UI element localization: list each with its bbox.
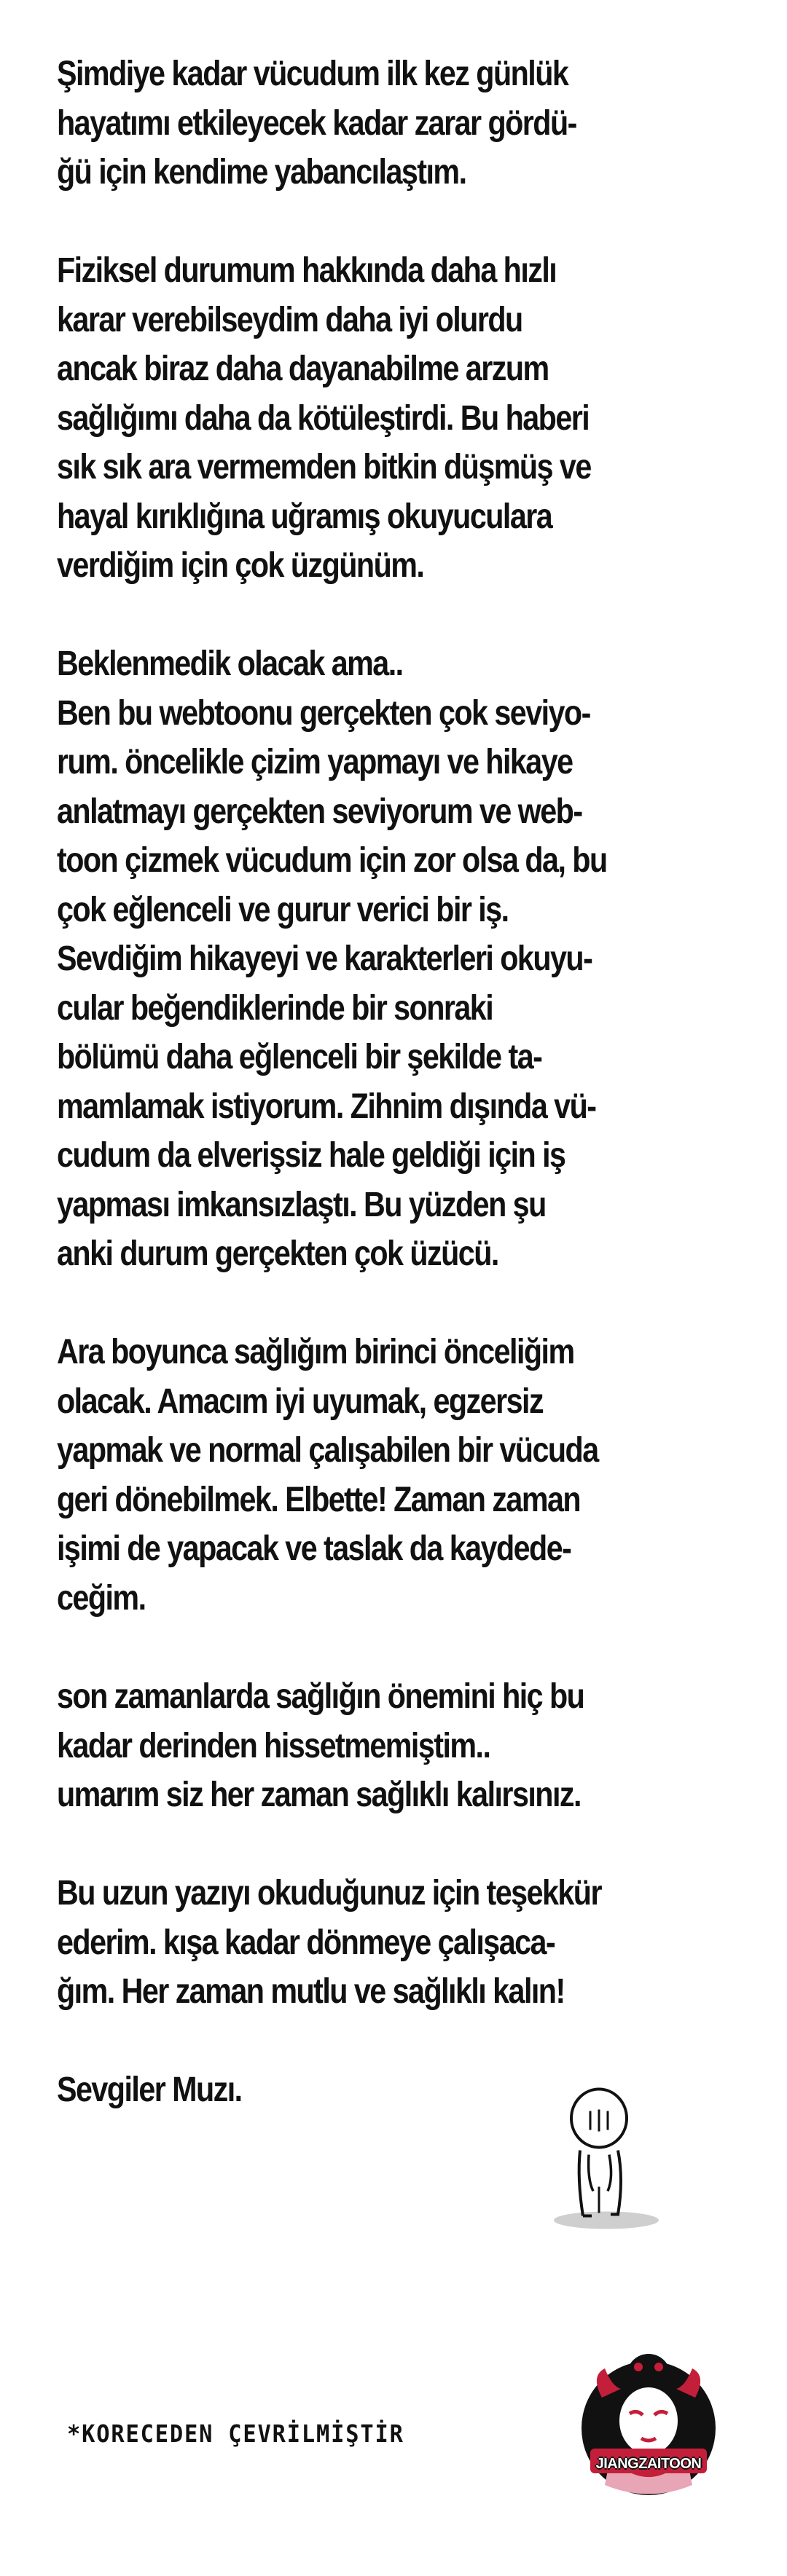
text-line: verdiğim için çok üzgünüm. <box>57 546 424 585</box>
text-line: sağlığımı daha da kötüleştirdi. Bu haberi <box>57 398 590 438</box>
paragraph-love-webtoon <box>57 639 633 1279</box>
text-line: rum. öncelikle çizim yapmayı ve hikaye <box>57 743 573 781</box>
text-line: hayal kırıklığına uğramış okuyuculara <box>57 497 552 536</box>
text-line: umarım siz her zaman sağlıklı kalırsınız. <box>57 1776 581 1814</box>
text-line: karar verebilseydim daha iyi olurdu <box>57 300 522 339</box>
text-line: Ben bu webtoonu gerçekten çok seviyo- <box>57 693 590 733</box>
text-line: ancak biraz daha dayanabilme arzum <box>57 350 549 388</box>
text-line: son zamanlarda sağlığın önemini hiç bu <box>57 1677 584 1716</box>
signature-text: Sevgiler Muzı. <box>57 2071 242 2109</box>
text-line: geri dönebilmek. Elbette! Zaman zaman <box>57 1480 581 1519</box>
text-line: anki durum gerçekten çok üzücü. <box>57 1234 498 1273</box>
jiangzaitoon-logo <box>576 2347 721 2507</box>
text-line: Ara boyunca sağlığım birinci önceliğim <box>57 1333 574 1371</box>
logo-emblem <box>576 2347 721 2507</box>
paragraph-importance-of-health <box>57 1672 633 1820</box>
text-line: Fiziksel durumum hakkında daha hızlı <box>57 251 557 290</box>
text-line: toon çizmek vücudum için zor olsa da, bu <box>57 841 607 880</box>
text-line: olacak. Amacım iyi uyumak, egzersiz <box>57 1382 544 1421</box>
translation-note: *KORECEDEN ÇEVRİLMİŞTİR <box>67 2419 404 2448</box>
text-line: mamlamak istiyorum. Zihnim dışında vü- <box>57 1087 596 1126</box>
text-line: Beklenmedik olacak ama.. <box>57 645 403 683</box>
paragraph-health-priority <box>57 1328 633 1623</box>
text-line: ederim. kışa kadar dönmeye çalışaca- <box>57 1923 555 1962</box>
bowing-character-illustration <box>548 2083 665 2232</box>
shadow <box>554 2212 659 2229</box>
text-line: yapmak ve normal çalışabilen bir vücuda <box>57 1431 598 1470</box>
paragraph-physical-condition <box>57 246 633 591</box>
paragraph-thanks <box>57 1869 633 2017</box>
text-line: ğım. Her zaman mutlu ve sağlıklı kalın! <box>57 1972 565 2011</box>
text-line: cular beğendiklerinde bir sonraki <box>57 988 493 1028</box>
text-line: sık sık ara vermemden bitkin düşmüş ve <box>57 448 591 487</box>
text-line: anlatmayı gerçekten seviyorum ve web- <box>57 792 582 831</box>
text-line: işimi de yapacak ve taslak da kaydede- <box>57 1529 571 1568</box>
text-line: Bu uzun yazıyı okuduğunuz için teşekkür <box>57 1874 601 1913</box>
text-line: bölümü daha eğlenceli bir şekilde ta- <box>57 1038 542 1076</box>
text-line: yapması imkansızlaştı. Bu yüzden şu <box>57 1185 546 1224</box>
text-line: ceğim. <box>57 1578 146 1618</box>
text-line: ğü için kendime yabancılaştım. <box>57 153 466 192</box>
paragraph-signature <box>57 2065 633 2115</box>
text-line: hayatımı etkileyecek kadar zarar gördü- <box>57 103 576 143</box>
text-line: Şimdiye kadar vücudum ilk kez günlük <box>57 55 568 93</box>
text-line: cudum da elverişsiz hale geldiği için iş <box>57 1136 565 1175</box>
text-line: Sevdiğim hikayeyi ve karakterleri okuyu- <box>57 940 592 978</box>
text-line: çok eğlenceli ve gurur verici bir iş. <box>57 890 509 929</box>
text-line: kadar derinden hissetmemiştim.. <box>57 1726 490 1765</box>
paragraph-intro <box>57 50 633 197</box>
logo-text: JIANGZAITOON <box>595 2456 702 2472</box>
